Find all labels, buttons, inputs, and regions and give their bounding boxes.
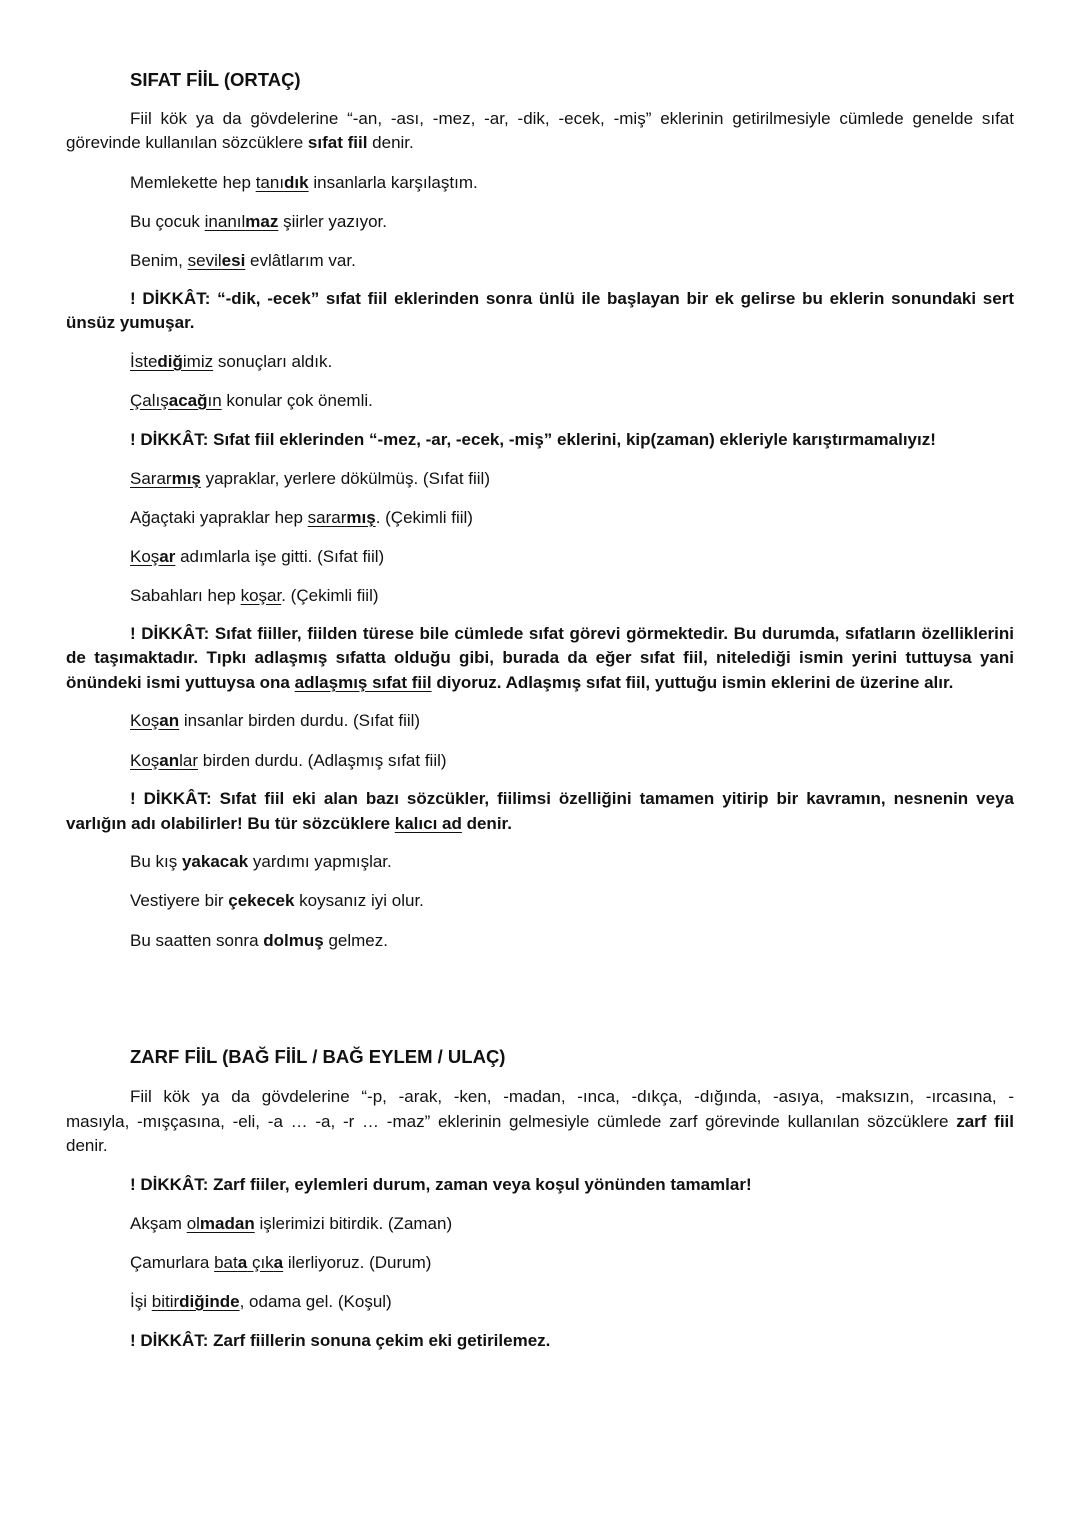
- text-line: [130, 1251, 1014, 1275]
- bold-text: ! DİKKÂT: Sıfat fiil eklerinden “-mez, -ar, -ecek, -miş” eklerini, kip(zaman) ekleriyle karıştırmamalıyız!: [130, 430, 936, 449]
- text-line: [130, 1290, 1014, 1314]
- underlined-text: İste: [130, 352, 158, 371]
- section-heading-sifat-fiil: SIFAT FİİL (ORTAÇ): [130, 69, 301, 90]
- text-run: . (Çekimli fiil): [281, 586, 379, 605]
- underlined-text: a: [237, 1253, 248, 1272]
- text-run: görevinde kullanılan sözcüklere: [66, 133, 308, 152]
- text-line: [130, 210, 1014, 234]
- text-run: Bu saatten sonra: [130, 931, 264, 950]
- underlined-text: Koş: [130, 751, 160, 770]
- underlined-text: acağ: [168, 391, 208, 410]
- text-line: [130, 171, 1014, 195]
- underlined-text: diğ: [157, 352, 183, 371]
- underlined-text: çık: [251, 1253, 274, 1272]
- bold-text: ! DİKKÂT: “-dik, -ecek” sıfat fiil eklerinden sonra ünlü ile başlayan bir ek gelirse bu eklerin sonundaki sert: [130, 289, 1014, 308]
- underlined-text: Sarar: [130, 469, 172, 488]
- text-line: [66, 131, 1014, 155]
- bold-text: de taşımaktadır. Tıpkı adlaşmış sıfatta olduğu gibi, burada da eğer sıfat fiil, nitelediği ismin yerini tuttuysa yani: [66, 648, 1014, 667]
- text-run: , odama gel. (Koşul): [239, 1292, 392, 1311]
- bold-text: ! DİKKÂT: Zarf fiiler, eylemleri durum, zaman veya koşul yönünden tamamlar!: [130, 1175, 752, 1194]
- underlined-text: imiz: [182, 352, 214, 371]
- underlined-text: ın: [207, 391, 222, 410]
- bold-text: ! DİKKÂT: Sıfat fiil eki alan bazı sözcükler, fiilimsi özelliğini tamamen yitirip bir kavramın, nesnenin veya: [130, 789, 1014, 808]
- text-line: [130, 1212, 1014, 1236]
- underlined-text: madan: [199, 1214, 255, 1233]
- bold-text: önündeki ismi yuttuysa ona: [66, 673, 295, 692]
- text-line: [130, 584, 1014, 608]
- bold-text: dolmuş: [263, 931, 324, 950]
- text-line: [130, 107, 1014, 131]
- text-line: [130, 1085, 1014, 1109]
- underlined-text: lar: [179, 751, 199, 770]
- underlined-text: an: [159, 711, 180, 730]
- text-line: [130, 622, 1014, 646]
- underlined-text: Koş: [130, 547, 160, 566]
- text-run: sonuçları aldık.: [213, 352, 333, 371]
- bold-text: ! DİKKÂT: Sıfat fiiller, fiilden türese bile cümlede sıfat görevi görmektedir. Bu durumda, sıfatların özelliklerini: [130, 624, 1014, 643]
- bold-text: diyoruz. Adlaşmış sıfat fiil, yuttuğu ismin eklerini de üzerine alır.: [431, 673, 954, 692]
- text-line: [130, 709, 1014, 733]
- text-run: Fiil kök ya da gövdelerine “-an, -ası, -mez, -ar, -dik, -ecek, -miş” eklerinin getirilmesiyle cümlede genelde sıfat: [130, 109, 1014, 128]
- underlined-text: esi: [221, 251, 246, 270]
- underlined-text: a: [273, 1253, 284, 1272]
- text-line: [130, 889, 1014, 913]
- underlined-text: maz: [245, 212, 279, 231]
- text-run: Sabahları hep: [130, 586, 241, 605]
- text-run: denir.: [66, 1136, 108, 1155]
- text-line: [130, 850, 1014, 874]
- text-line: [130, 1329, 1014, 1353]
- text-line: [130, 428, 1014, 452]
- text-run: konular çok önemli.: [221, 391, 373, 410]
- text-line: [130, 467, 1014, 491]
- text-line: [130, 506, 1014, 530]
- underlined-text: bat: [214, 1253, 238, 1272]
- text-run: ilerliyoruz. (Durum): [283, 1253, 432, 1272]
- text-run: işlerimizi bitirdik. (Zaman): [254, 1214, 453, 1233]
- text-run: Çamurlara: [130, 1253, 215, 1272]
- underlined-text: kalıcı ad: [394, 814, 462, 833]
- underlined-text: tanı: [255, 173, 285, 192]
- text-run: Fiil kök ya da gövdelerine “-p, -arak, -ken, -madan, -ınca, -dıkça, -dığında, -asıya, -maksızın, -ırcasına, -: [130, 1087, 1014, 1106]
- underlined-text: bitir: [151, 1292, 180, 1311]
- bold-text: çekecek: [228, 891, 295, 910]
- text-run: denir.: [367, 133, 414, 152]
- text-run: birden durdu. (Adlaşmış sıfat fiil): [198, 751, 447, 770]
- bold-text: zarf fiil: [956, 1112, 1014, 1131]
- bold-text: yakacak: [181, 852, 249, 871]
- bold-text: ! DİKKÂT: Zarf fiillerin sonuna çekim eki getirilemez.: [130, 1331, 551, 1350]
- text-run: yardımı yapmışlar.: [248, 852, 392, 871]
- bold-text: ünsüz yumuşar.: [66, 313, 195, 332]
- text-run: İşi: [130, 1292, 152, 1311]
- bold-text: denir.: [461, 814, 512, 833]
- text-run: Benim,: [130, 251, 188, 270]
- text-run: evlâtlarım var.: [245, 251, 356, 270]
- text-line: [130, 287, 1014, 311]
- underlined-text: koşar: [240, 586, 282, 605]
- text-line: [130, 350, 1014, 374]
- underlined-text: Koş: [130, 711, 160, 730]
- text-run: yapraklar, yerlere dökülmüş. (Sıfat fiil): [200, 469, 490, 488]
- bold-text: sıfat fiil: [307, 133, 368, 152]
- underlined-text: sarar: [307, 508, 347, 527]
- text-run: insanlar birden durdu. (Sıfat fiil): [179, 711, 421, 730]
- underlined-text: adlaşmış sıfat fiil: [294, 673, 432, 692]
- text-run: masıyla, -mışçasına, -eli, -a … -a, -r … -maz” eklerinin gelmesiyle cümlede zarf görevinde kullanılan sözcüklere: [66, 1112, 957, 1131]
- text-line: [130, 1173, 1014, 1197]
- text-line: [66, 1134, 1014, 1158]
- section-heading-zarf-fiil: ZARF FİİL (BAĞ FİİL / BAĞ EYLEM / ULAÇ): [130, 1046, 506, 1067]
- underlined-text: Çalış: [130, 391, 169, 410]
- text-run: Ağaçtaki yapraklar hep: [130, 508, 308, 527]
- underlined-text: an: [159, 751, 180, 770]
- text-line: [130, 249, 1014, 273]
- text-line: [130, 389, 1014, 413]
- text-line: [66, 311, 1014, 335]
- text-run: Memlekette hep: [130, 173, 256, 192]
- text-line: [66, 1110, 1014, 1134]
- text-run: gelmez.: [323, 931, 388, 950]
- underlined-text: ol: [186, 1214, 200, 1233]
- underlined-text: mış: [346, 508, 376, 527]
- underlined-text: inanıl: [204, 212, 246, 231]
- text-line: [66, 671, 1014, 695]
- text-run: insanlarla karşılaştım.: [308, 173, 478, 192]
- text-line: [66, 812, 1014, 836]
- text-line: [130, 929, 1014, 953]
- text-run: . (Çekimli fiil): [375, 508, 473, 527]
- text-run: koysanız iyi olur.: [294, 891, 424, 910]
- bold-text: varlığın adı olabilirler! Bu tür sözcüklere: [66, 814, 395, 833]
- text-run: Bu çocuk: [130, 212, 205, 231]
- text-line: [130, 749, 1014, 773]
- text-line: [130, 787, 1014, 811]
- text-run: Akşam: [130, 1214, 187, 1233]
- text-run: adımlarla işe gitti. (Sıfat fiil): [175, 547, 385, 566]
- underlined-text: dık: [284, 173, 309, 192]
- text-line: [66, 646, 1014, 670]
- text-run: şiirler yazıyor.: [278, 212, 388, 231]
- text-line: [130, 545, 1014, 569]
- text-run: Vestiyere bir: [130, 891, 229, 910]
- underlined-text: ar: [159, 547, 176, 566]
- underlined-text: sevil: [187, 251, 222, 270]
- underlined-text: diğinde: [179, 1292, 240, 1311]
- text-run: Bu kış: [130, 852, 182, 871]
- underlined-text: mış: [171, 469, 201, 488]
